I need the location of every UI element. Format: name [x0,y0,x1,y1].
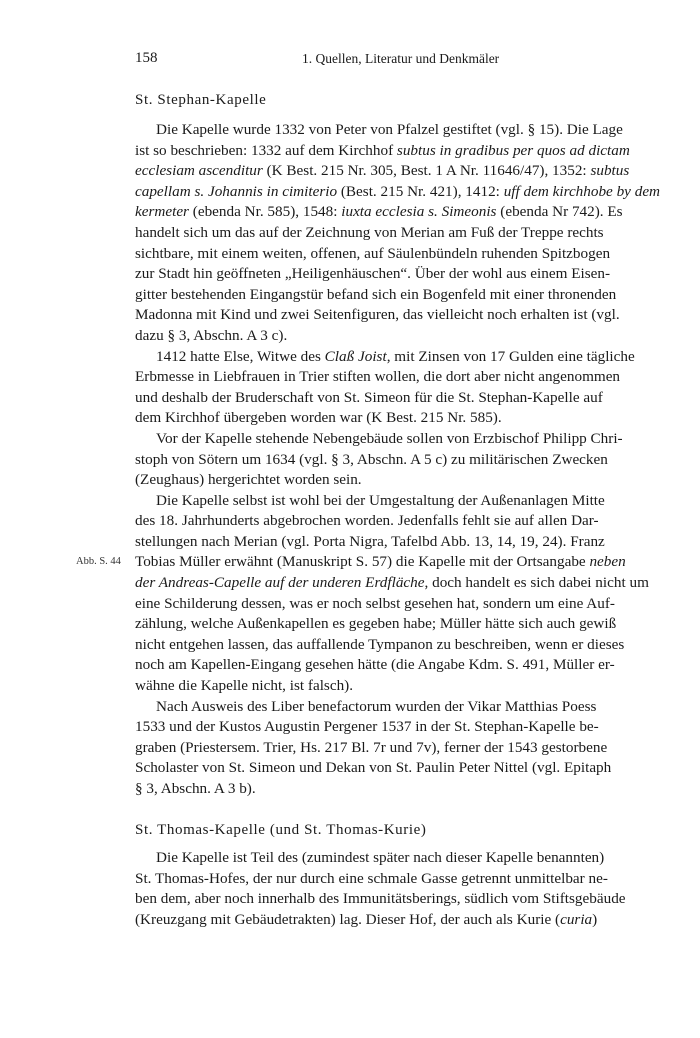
page-header [135,50,565,70]
text-line: des 18. Jahrhunderts abgebrochen worden. Jedenfalls fehlt sie auf allen Dar- [135,512,599,530]
text-line: Die Kapelle selbst ist wohl bei der Umgestaltung der Außenanlagen Mitte [156,491,605,509]
italic-quote: neben [589,553,626,571]
text-line: 1533 und der Kustos Augustin Pergener 1537 in der St. Stephan-Kapelle be- [135,718,599,736]
text-line: Madonna mit Kind und zwei Seitenfiguren, das vielleicht noch erhalten ist (vgl. [135,306,620,324]
italic-term: curia [560,910,593,928]
text-line: Die Kapelle wurde 1332 von Peter von Pfalzel gestiftet (vgl. § 15). Die Lage [156,121,623,138]
text-line: graben (Priestersem. Trier, Hs. 217 Bl. 7r und 7v), ferner der 1543 gestorbene [135,738,608,756]
text-line: nicht entgehen lassen, das auffallende Tympanon zu beschreiben, wenn er dieses [135,635,625,653]
italic-quote: der Andreas-Capelle auf der underen Erdfläche [135,574,425,592]
italic-quote: iuxta ecclesia s. Simeonis [341,203,497,221]
marginal-note: Abb. S. 44 [76,556,121,567]
text-line: 1412 hatte Else, Witwe des Claß Joist, mit Zinsen von 17 Gulden eine tägliche [156,347,635,365]
text-line: Erbmesse in Liebfrauen in Trier stiften wollen, die dort aber nicht angenommen [135,368,621,386]
text-line: ecclesiam ascenditur (K Best. 215 Nr. 305, Best. 1 A Nr. 11646/47), 1352: subtus [135,162,630,180]
text-line: eine Schilderung dessen, was er noch selbst gesehen hat, sondern um eine Auf- [135,594,615,612]
text-line-part: ist so beschrieben: 1332 auf dem Kirchhof [135,141,397,159]
text-line: Nach Ausweis des Liber benefactorum wurden der Vikar Matthias Poess [156,697,597,715]
text-line: wähne die Kapelle nicht, ist falsch). [135,677,354,695]
text-line: Die Kapelle ist Teil des (zumindest später nach dieser Kapelle benannten) [156,849,605,866]
text-line: Scholaster von St. Simeon und Dekan von St. Paulin Peter Nittel (vgl. Epitaph [135,759,612,777]
text-line: zur Stadt hin geöffneten „Heiligenhäuschen“. Über der wohl aus einem Eisen- [135,265,611,283]
text-line [135,141,630,162]
text-line: Vor der Kapelle stehende Nebengebäude sollen von Erzbischof Philipp Chri- [156,429,623,447]
text-line: Tobias Müller erwähnt (Manuskript S. 57) die Kapelle mit der Ortsangabe neben [135,553,626,571]
text-line: und deshalb der Bruderschaft von St. Simeon für die St. Stephan-Kapelle auf [135,388,603,406]
italic-quote: capellam s. Johannis in cimiterio [135,182,338,200]
italic-quote: subtus in gradibus per quos ad dictam [396,141,630,159]
section-body-st-thomas [135,848,626,930]
italic-quote: subtus [590,162,630,180]
text-line: stellungen nach Merian (vgl. Porta Nigra, Tafelbd Abb. 13, 14, 19, 24). Franz [135,532,605,550]
running-title: 1. Quellen, Literatur und Denkmäler [302,51,500,66]
italic-quote: kermeter [135,203,189,221]
text-line: dem Kirchhof übergeben worden war (K Best. 215 Nr. 585). [135,409,502,427]
text-line: handelt sich um das auf der Zeichnung von Merian am Fuß der Treppe rechts [135,223,604,241]
text-line: (Kreuzgang mit Gebäudetrakten) lag. Dieser Hof, der auch als Kurie (curia) [135,910,598,928]
text-line: der Andreas-Capelle auf der underen Erdfläche, doch handelt es sich dabei nicht um [135,574,649,592]
text-line: sichtbare, mit einem weiten, offenen, auf Säulenbündeln ruhenden Spitzbogen [135,244,611,262]
text-line: gitter bestehenden Eingangstür befand sich ein Bogenfeld mit einer thronenden [135,285,617,303]
section-heading-st-thomas: St. Thomas-Kapelle (und St. Thomas-Kurie) [135,822,427,838]
page-number: 158 [135,50,158,66]
text-line: (Zeughaus) hergerichtet worden sein. [135,471,362,489]
text-line: ben dem, aber noch innerhalb des Immunitätsberings, südlich vom Stiftsgebäude [135,890,626,908]
text-line: zählung, welche Außenkapellen es gegeben habe; Müller hätte sich auch gewiß [135,615,617,633]
section-body-st-stephan [135,120,661,800]
italic-quote: uff dem kirchhobe by dem [503,182,661,200]
text-line: kermeter (ebenda Nr. 585), 1548: iuxta ecclesia s. Simeonis (ebenda Nr 742). Es [135,203,623,221]
text-line: dazu § 3, Abschn. A 3 c). [135,326,288,344]
text-line: stoph von Sötern um 1634 (vgl. § 3, Abschn. A 5 c) zu militärischen Zwecken [135,450,608,468]
text-line: capellam s. Johannis in cimiterio (Best. 215 Nr. 421), 1412: uff dem kirchhobe by dem [135,182,661,200]
italic-quote: ecclesiam ascenditur [135,162,263,180]
section-heading-st-stephan: St. Stephan-Kapelle [135,92,267,108]
text-line: noch am Kapellen-Eingang gesehen hätte (die Angabe Kdm. S. 491, Müller er- [135,656,615,674]
italic-name: Claß Joist [324,347,387,365]
text-line: St. Thomas-Hofes, der nur durch eine schmale Gasse getrennt unmittelbar ne- [135,869,608,887]
text-line: § 3, Abschn. A 3 b). [135,780,256,797]
